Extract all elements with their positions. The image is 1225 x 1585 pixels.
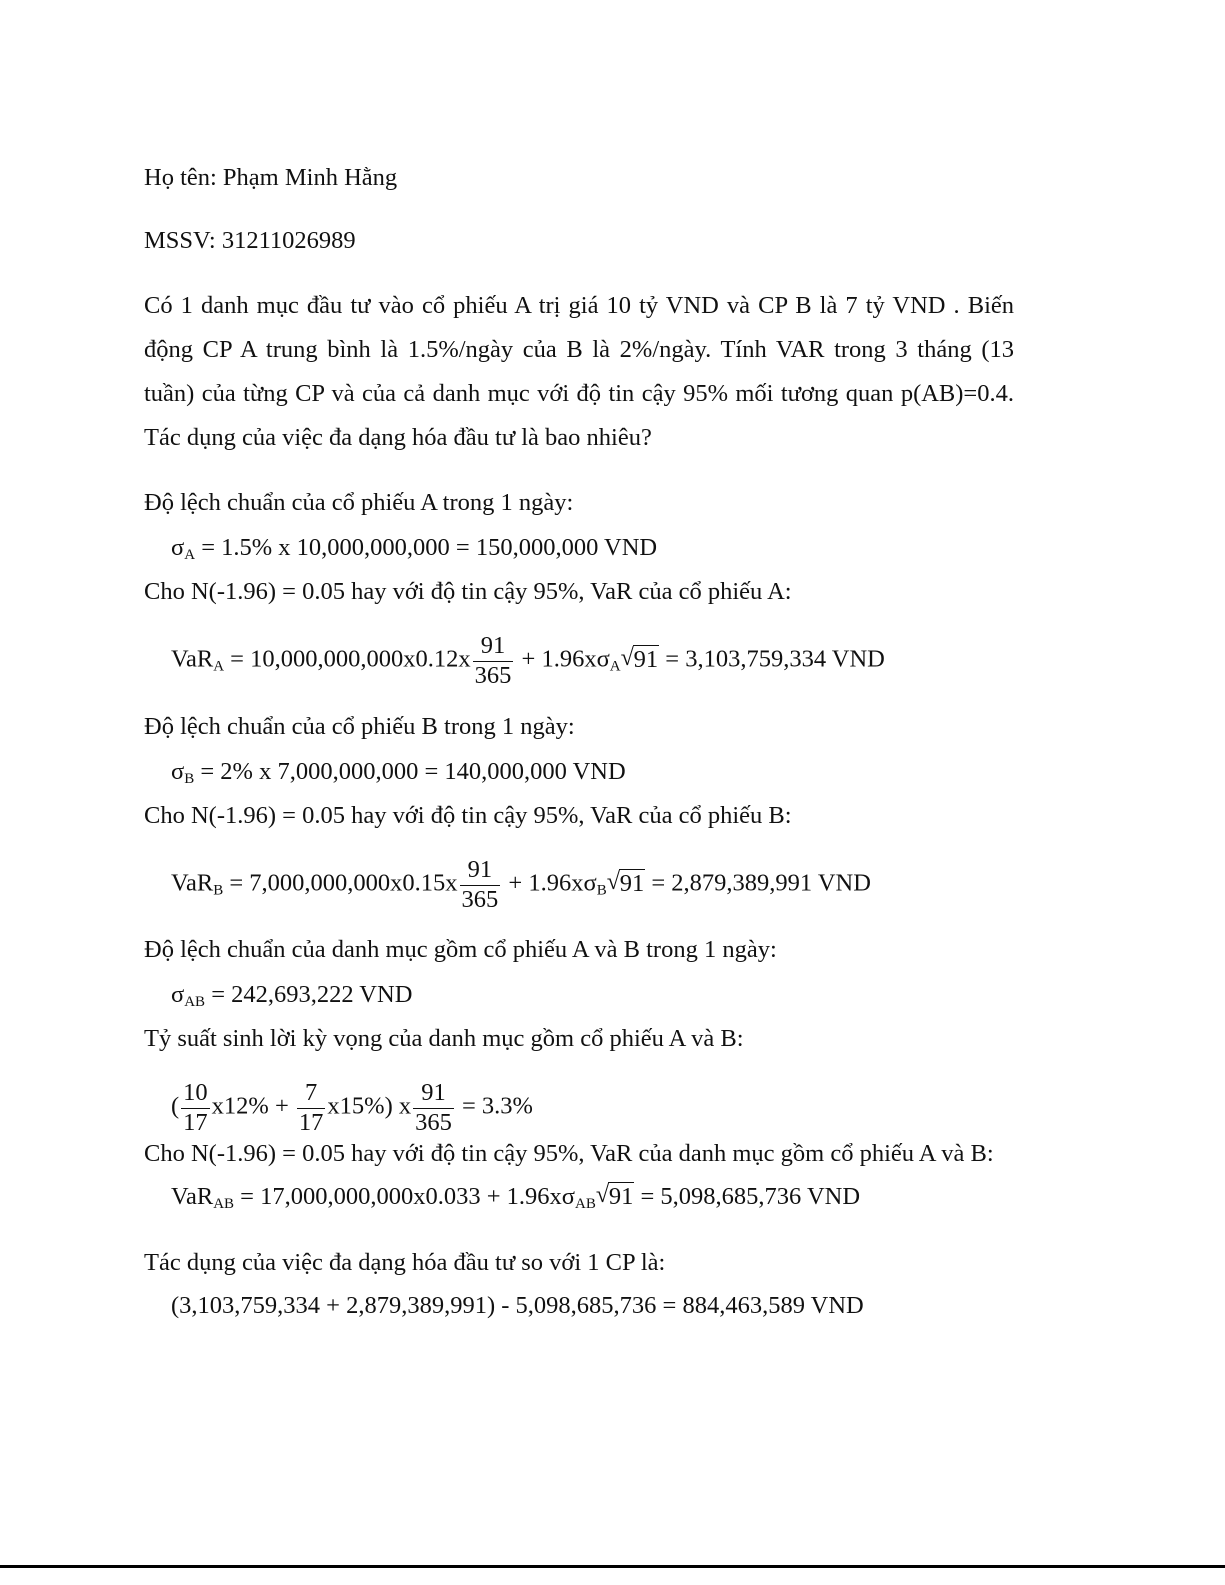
stock-b-var-formula: VaR$_B$ = 7,000,000,000x0.15x $\frac{91}{365}$ + $1.96x\sigma_B$ √ 91 = 2,879,389,991 VND (171, 856, 871, 913)
stock-a-std-heading: Độ lệch chuẩn của cổ phiếu A trong 1 ngày: (144, 489, 574, 516)
student-name: Họ tên: Phạm Minh Hằng (144, 164, 398, 191)
problem-statement: Có 1 danh mục đầu tư vào cổ phiếu A trị giá 10 tỷ VND và CP B là 7 tỷ VND . Biến động CP A trung bình là 1.5%/ngày của B là 2%/ngày. Tính VAR trong 3 tháng (13 tuần) của từng CP và của cả danh mục với độ tin cậy 95% mối tương quan p(AB)=0.4. Tác dụng của việc đa dạng hóa đầu tư là bao nhiêu? (144, 292, 1014, 451)
portfolio-var-formula: $VaR_{AB} = 17,000,000,000x0.033 + 1.96x\sigma_{AB}$ √ 91 = 5,098,685,736 VND (171, 1182, 861, 1212)
fraction-91-365: $\frac{91}{365}$ (474, 632, 512, 689)
square-root: √ 91 (606, 868, 645, 897)
portfolio-return-formula: ( $\frac{10}{17}$ x12% + $\frac{7}{17}$ x15%) x $\frac{91}{365}$ = 3.3% (171, 1079, 533, 1136)
stock-a-var-formula: VaR$_A$ = 10,000,000,000x0.12x $\frac{91}{365}$ + $1.96x\sigma_A$ √ 91 = 3,103,759,334 VND (171, 632, 885, 689)
portfolio-var-intro: Cho N(-1.96) = 0.05 hay với độ tin cậy 95%, VaR của danh mục gồm cổ phiếu A và B: (144, 1140, 994, 1167)
student-id: MSSV: 31211026989 (144, 227, 356, 254)
stock-a-sigma-formula: $\sigma_A = 1.5\%$ x 10,000,000,000 = 150,000,000 VND (171, 534, 658, 563)
fraction-10-17: $\frac{10}{17}$ (183, 1079, 208, 1136)
portfolio-sigma-formula: $\sigma_{AB} = 242,693,222$ VND (171, 981, 413, 1010)
diversification-heading: Tác dụng của việc đa dạng hóa đầu tư so với 1 CP là: (144, 1249, 666, 1276)
fraction-91-365: $\frac{91}{365}$ (415, 1079, 452, 1136)
page-bottom-rule (0, 1565, 1225, 1568)
portfolio-std-heading: Độ lệch chuẩn của danh mục gồm cổ phiếu A và B trong 1 ngày: (144, 936, 777, 963)
stock-b-var-intro: Cho N(-1.96) = 0.05 hay với độ tin cậy 95%, VaR của cổ phiếu B: (144, 802, 792, 829)
fraction-91-365: $\frac{91}{365}$ (461, 856, 499, 913)
square-root: √ 91 (620, 644, 659, 673)
square-root: √ 91 (595, 1182, 634, 1210)
portfolio-return-heading: Tỷ suất sinh lời kỳ vọng của danh mục gồm cổ phiếu A và B: (144, 1025, 744, 1052)
stock-b-sigma-formula: $\sigma_B = 2\%$ x 7,000,000,000 = 140,000,000 VND (171, 758, 626, 787)
diversification-result: (3,103,759,334 + 2,879,389,991) - 5,098,685,736 = 884,463,589 VND (171, 1292, 864, 1319)
fraction-7-17: $\frac{7}{17}$ (298, 1079, 324, 1136)
stock-b-std-heading: Độ lệch chuẩn của cổ phiếu B trong 1 ngày: (144, 713, 575, 740)
stock-a-var-intro: Cho N(-1.96) = 0.05 hay với độ tin cậy 95%, VaR của cổ phiếu A: (144, 578, 792, 605)
